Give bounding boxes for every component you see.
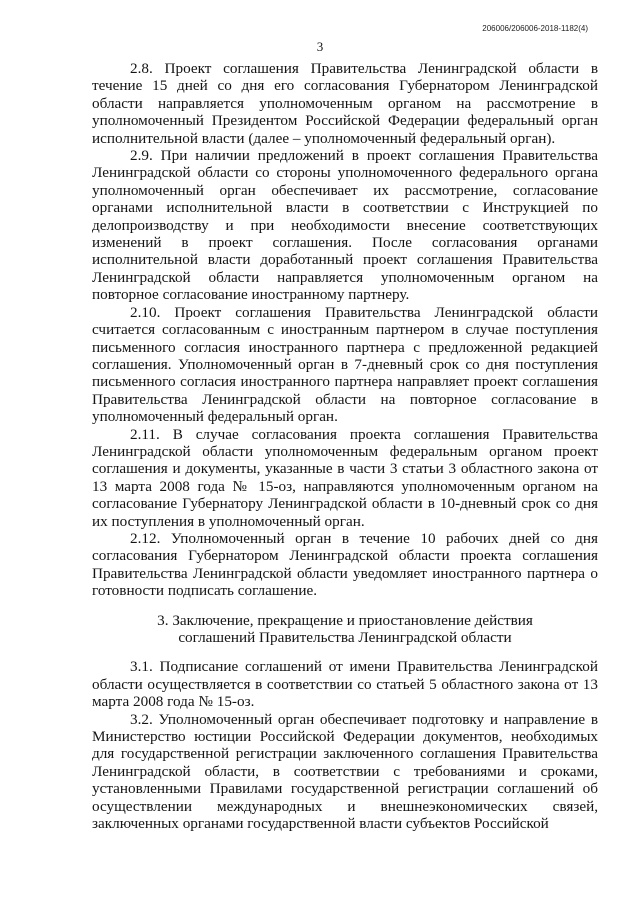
document-body	[92, 60, 598, 832]
paragraph-2-9: 2.9. При наличии предложений в проект соглашения Правительства Ленинградской области со стороны уполномоченного федерального органа уполномоченный орган обеспечивает их рассмотрение, согласование органами исполнительной власти в соответствии с Инструкцией по делопроизводству и при необходимости внесение соответствующих изменений в проект соглашения. После согласования органами исполнительной власти доработанный проект соглашения Правительства Ленинградской области направляется уполномоченным органом на повторное согласование иностранному партнеру.	[92, 147, 598, 304]
paragraph-3-2: 3.2. Уполномоченный орган обеспечивает подготовку и направление в Министерство юстиции Российской Федерации документов, необходимых для государственной регистрации заключенного соглашения Правительства Ленинградской области, в соответствии с требованиями и сроками, установленными Правилами государственной регистрации соглашений об осуществлении международных и внешнеэкономических связей, заключенных органами государственной власти субъектов Российской	[92, 710, 598, 833]
page-number: 3	[316, 39, 324, 54]
section-3-heading	[92, 612, 598, 647]
section-3-heading-line-2: соглашений Правительства Ленинградской области	[178, 629, 512, 646]
paragraph-2-11: 2.11. В случае согласования проекта соглашения Правительства Ленинградской области уполномоченным федеральным органом проект соглашения и документы, указанные в части 3 статьи 3 областного закона от 13 марта 2008 года № 15-оз, направляются уполномоченным органом на согласование Губернатору Ленинградской области в 10-дневный срок со дня их поступления в уполномоченный орган.	[92, 425, 598, 530]
paragraph-3-1: 3.1. Подписание соглашений от имени Правительства Ленинградской области осуществляется в соответствии со статьей 5 областного закона от 13 марта 2008 года № 15-оз.	[92, 658, 598, 711]
paragraph-2-10: 2.10. Проект соглашения Правительства Ленинградской области считается согласованным с иностранным партнером в случае поступления письменного согласия иностранного партнера с предложенной редакцией соглашения. Уполномоченный орган в 7-дневный срок со дня поступления письменного согласия иностранного партнера направляет проект соглашения Правительства Ленинградской области на повторное согласование в уполномоченный федеральный орган.	[92, 303, 598, 426]
document-id: 206006/206006-2018-1182(4)	[482, 24, 588, 33]
section-3-heading-line-1: 3. Заключение, прекращение и приостановление действия	[157, 611, 533, 629]
paragraph-2-8: 2.8. Проект соглашения Правительства Ленинградской области в течение 15 дней со дня его согласования Губернатором Ленинградской области направляется уполномоченным органом на рассмотрение в уполномоченный Президентом Российской Федерации федеральный орган исполнительной власти (далее – уполномоченный федеральный орган).	[92, 60, 598, 147]
paragraph-2-12: 2.12. Уполномоченный орган в течение 10 рабочих дней со дня согласования Губернатором Ленинградской области проекта соглашения Правительства Ленинградской области уведомляет иностранного партнера о готовности подписать соглашение.	[92, 529, 598, 600]
